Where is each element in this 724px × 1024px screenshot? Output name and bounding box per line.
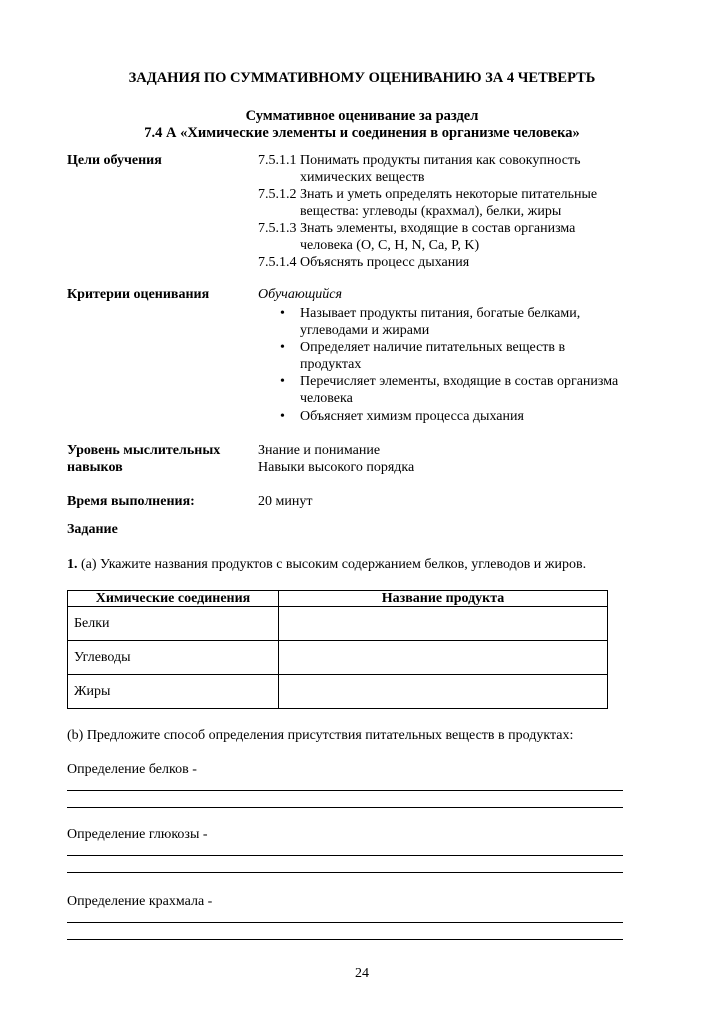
table-header-row — [68, 591, 608, 607]
time-label: Время выполнения: — [67, 494, 195, 509]
time-value: 20 минут — [258, 494, 313, 509]
table-row — [68, 607, 608, 641]
skills-value: Навыки высокого порядка — [258, 460, 415, 475]
answer-table — [67, 590, 608, 709]
criteria-item-cont: продуктах — [300, 357, 362, 372]
answer-cell[interactable] — [279, 675, 608, 709]
skills-label: Уровень мыслительных — [67, 443, 221, 458]
goal-item: 7.5.1.2 Знать и уметь определять некоторые питательные — [258, 187, 598, 202]
answer-line[interactable] — [67, 790, 623, 791]
goal-item: 7.5.1.4 Объяснять процесс дыхания — [258, 255, 470, 270]
table-cell: Углеводы — [68, 641, 279, 675]
question-text: (a) Укажите названия продуктов с высоким содержанием белков, углеводов и жиров. — [77, 557, 587, 572]
goal-item-cont: химических веществ — [300, 170, 425, 185]
criteria-item-cont: углеводами и жирами — [300, 323, 430, 338]
starch-detection-label: Определение крахмала - — [67, 894, 213, 909]
skills-label-cont: навыков — [67, 460, 123, 475]
criteria-item: Определяет наличие питательных веществ в — [300, 340, 566, 355]
table-row — [68, 641, 608, 675]
table-cell: Белки — [68, 607, 279, 641]
bullet-icon: • — [280, 340, 285, 355]
bullet-icon: • — [280, 306, 285, 321]
goals-label: Цели обучения — [67, 153, 162, 168]
bullet-icon: • — [280, 374, 285, 389]
answer-line[interactable] — [67, 939, 623, 940]
criteria-intro: Обучающийся — [258, 287, 343, 302]
criteria-item-cont: человека — [300, 391, 353, 406]
table-row — [68, 675, 608, 709]
question-1b: (b) Предложите способ определения присутствия питательных веществ в продуктах: — [67, 728, 574, 743]
criteria-label: Критерии оценивания — [67, 287, 210, 302]
criteria-item: Перечисляет элементы, входящие в состав организма — [300, 374, 619, 389]
section-subtitle: Суммативное оценивание за раздел — [245, 108, 479, 124]
criteria-item: Объясняет химизм процесса дыхания — [300, 409, 524, 424]
answer-line[interactable] — [67, 855, 623, 856]
answer-line[interactable] — [67, 807, 623, 808]
answer-cell[interactable] — [279, 641, 608, 675]
skills-value: Знание и понимание — [258, 443, 381, 458]
question-number: 1. — [67, 557, 78, 572]
goal-item: 7.5.1.3 Знать элементы, входящие в состав организма — [258, 221, 576, 236]
goal-item: 7.5.1.1 Понимать продукты питания как совокупность — [258, 153, 581, 168]
section-name: 7.4 А «Химические элементы и соединения в организме человека» — [144, 125, 580, 141]
page-number: 24 — [355, 966, 369, 981]
criteria-item: Называет продукты питания, богатые белками, — [300, 306, 581, 321]
bullet-icon: • — [280, 409, 285, 424]
goal-item-cont: человека (O, C, H, N, Ca, P, K) — [300, 238, 480, 253]
page-title: ЗАДАНИЯ ПО СУММАТИВНОМУ ОЦЕНИВАНИЮ ЗА 4 ЧЕТВЕРТЬ — [128, 70, 596, 86]
answer-cell[interactable] — [279, 607, 608, 641]
answer-line[interactable] — [67, 872, 623, 873]
table-header: Название продукта — [279, 591, 608, 607]
glucose-detection-label: Определение глюкозы - — [67, 827, 208, 842]
task-heading: Задание — [67, 522, 118, 537]
question-1a — [67, 557, 586, 573]
answer-line[interactable] — [67, 922, 623, 923]
table-cell: Жиры — [68, 675, 279, 709]
protein-detection-label: Определение белков - — [67, 762, 197, 777]
goal-item-cont: вещества: углеводы (крахмал), белки, жиры — [300, 204, 562, 219]
table-header: Химические соединения — [68, 591, 279, 607]
